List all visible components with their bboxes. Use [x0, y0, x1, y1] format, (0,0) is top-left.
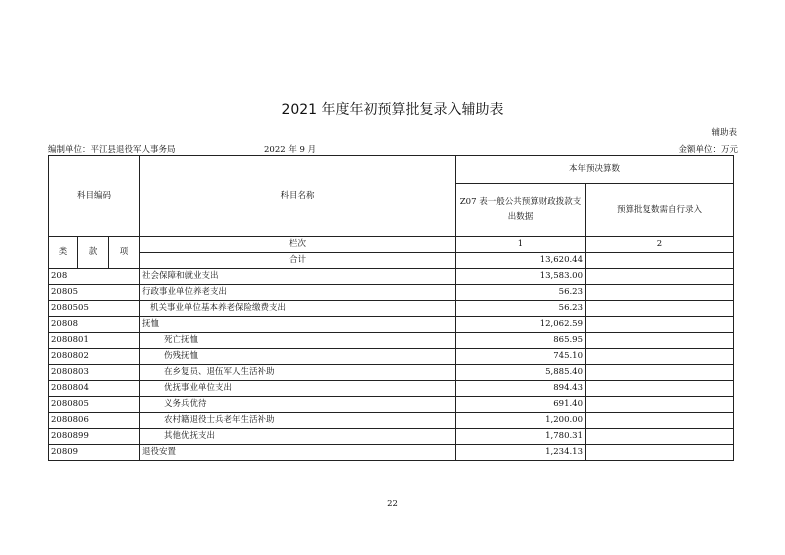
header-col-1: 1 — [456, 237, 586, 253]
header-lei: 类 — [49, 237, 78, 269]
row-code: 2080802 — [49, 349, 140, 365]
table-row — [49, 397, 734, 413]
row-manual-cell — [586, 285, 734, 301]
header-kuan: 款 — [78, 237, 109, 269]
row-code: 20805 — [49, 285, 140, 301]
row-value: 1,200.00 — [456, 413, 586, 429]
row-name: 在乡复员、退伍军人生活补助 — [140, 365, 456, 381]
table-row — [49, 429, 734, 445]
row-name: 机关事业单位基本养老保险缴费支出 — [140, 301, 456, 317]
table-row — [49, 285, 734, 301]
row-name: 其他优抚支出 — [140, 429, 456, 445]
row-value: 691.40 — [456, 397, 586, 413]
row-name: 农村籍退役士兵老年生活补助 — [140, 413, 456, 429]
row-value: 56.23 — [456, 301, 586, 317]
budget-table — [48, 155, 734, 461]
table-row — [49, 317, 734, 333]
document-title: 2021 年度年初预算批复录入辅助表 — [281, 102, 504, 118]
org-label: 编制单位：平江县退役军人事务局 — [48, 145, 176, 155]
header-subject-name: 科目名称 — [140, 156, 456, 237]
header-subject-code: 科目编码 — [49, 156, 140, 237]
row-manual-cell — [586, 413, 734, 429]
row-manual-cell — [586, 269, 734, 285]
table-row — [49, 349, 734, 365]
table-row — [49, 269, 734, 285]
row-name: 抚恤 — [140, 317, 456, 333]
row-code: 2080805 — [49, 397, 140, 413]
table-row — [49, 381, 734, 397]
table-row — [49, 445, 734, 461]
row-manual-cell — [586, 301, 734, 317]
row-value: 12,062.59 — [456, 317, 586, 333]
row-manual-cell — [586, 397, 734, 413]
header-z07: Z07 表一般公共预算财政拨款支出数据 — [456, 184, 586, 237]
row-manual-cell — [586, 333, 734, 349]
row-code: 20808 — [49, 317, 140, 333]
header-xiang: 项 — [109, 237, 140, 269]
row-code: 208 — [49, 269, 140, 285]
row-name: 伤残抚恤 — [140, 349, 456, 365]
row-value: 13,583.00 — [456, 269, 586, 285]
row-value: 865.95 — [456, 333, 586, 349]
row-manual-cell — [586, 349, 734, 365]
row-value: 1,234.13 — [456, 445, 586, 461]
header-budget: 本年预决算数 — [456, 156, 734, 184]
row-name: 义务兵优待 — [140, 397, 456, 413]
row-value: 56.23 — [456, 285, 586, 301]
row-name: 死亡抚恤 — [140, 333, 456, 349]
row-manual-cell — [586, 317, 734, 333]
header-col-2: 2 — [586, 237, 734, 253]
row-name: 社会保障和就业支出 — [140, 269, 456, 285]
page-number: 22 — [387, 499, 398, 509]
row-value: 1,780.31 — [456, 429, 586, 445]
row-code: 2080806 — [49, 413, 140, 429]
header-lanci: 栏次 — [140, 237, 456, 253]
row-value: 745.10 — [456, 349, 586, 365]
total-value: 13,620.44 — [456, 253, 586, 269]
table-row — [49, 413, 734, 429]
row-code: 2080899 — [49, 429, 140, 445]
row-value: 894.43 — [456, 381, 586, 397]
row-manual-cell — [586, 429, 734, 445]
row-value: 5,885.40 — [456, 365, 586, 381]
aux-table-label: 辅助表 — [711, 128, 737, 138]
row-name: 优抚事业单位支出 — [140, 381, 456, 397]
date-label: 2022 年 9 月 — [264, 145, 317, 155]
total-label: 合计 — [140, 253, 456, 269]
row-code: 2080801 — [49, 333, 140, 349]
total-manual-cell — [586, 253, 734, 269]
table-row — [49, 365, 734, 381]
row-code: 2080804 — [49, 381, 140, 397]
row-code: 2080505 — [49, 301, 140, 317]
row-code: 2080803 — [49, 365, 140, 381]
unit-label: 金额单位：万元 — [678, 145, 738, 155]
row-name: 退役安置 — [140, 445, 456, 461]
row-manual-cell — [586, 365, 734, 381]
table-row — [49, 301, 734, 317]
row-manual-cell — [586, 445, 734, 461]
row-code: 20809 — [49, 445, 140, 461]
row-manual-cell — [586, 381, 734, 397]
header-manual-entry: 预算批复数需自行录入 — [586, 184, 734, 237]
table-row — [49, 333, 734, 349]
row-name: 行政事业单位养老支出 — [140, 285, 456, 301]
